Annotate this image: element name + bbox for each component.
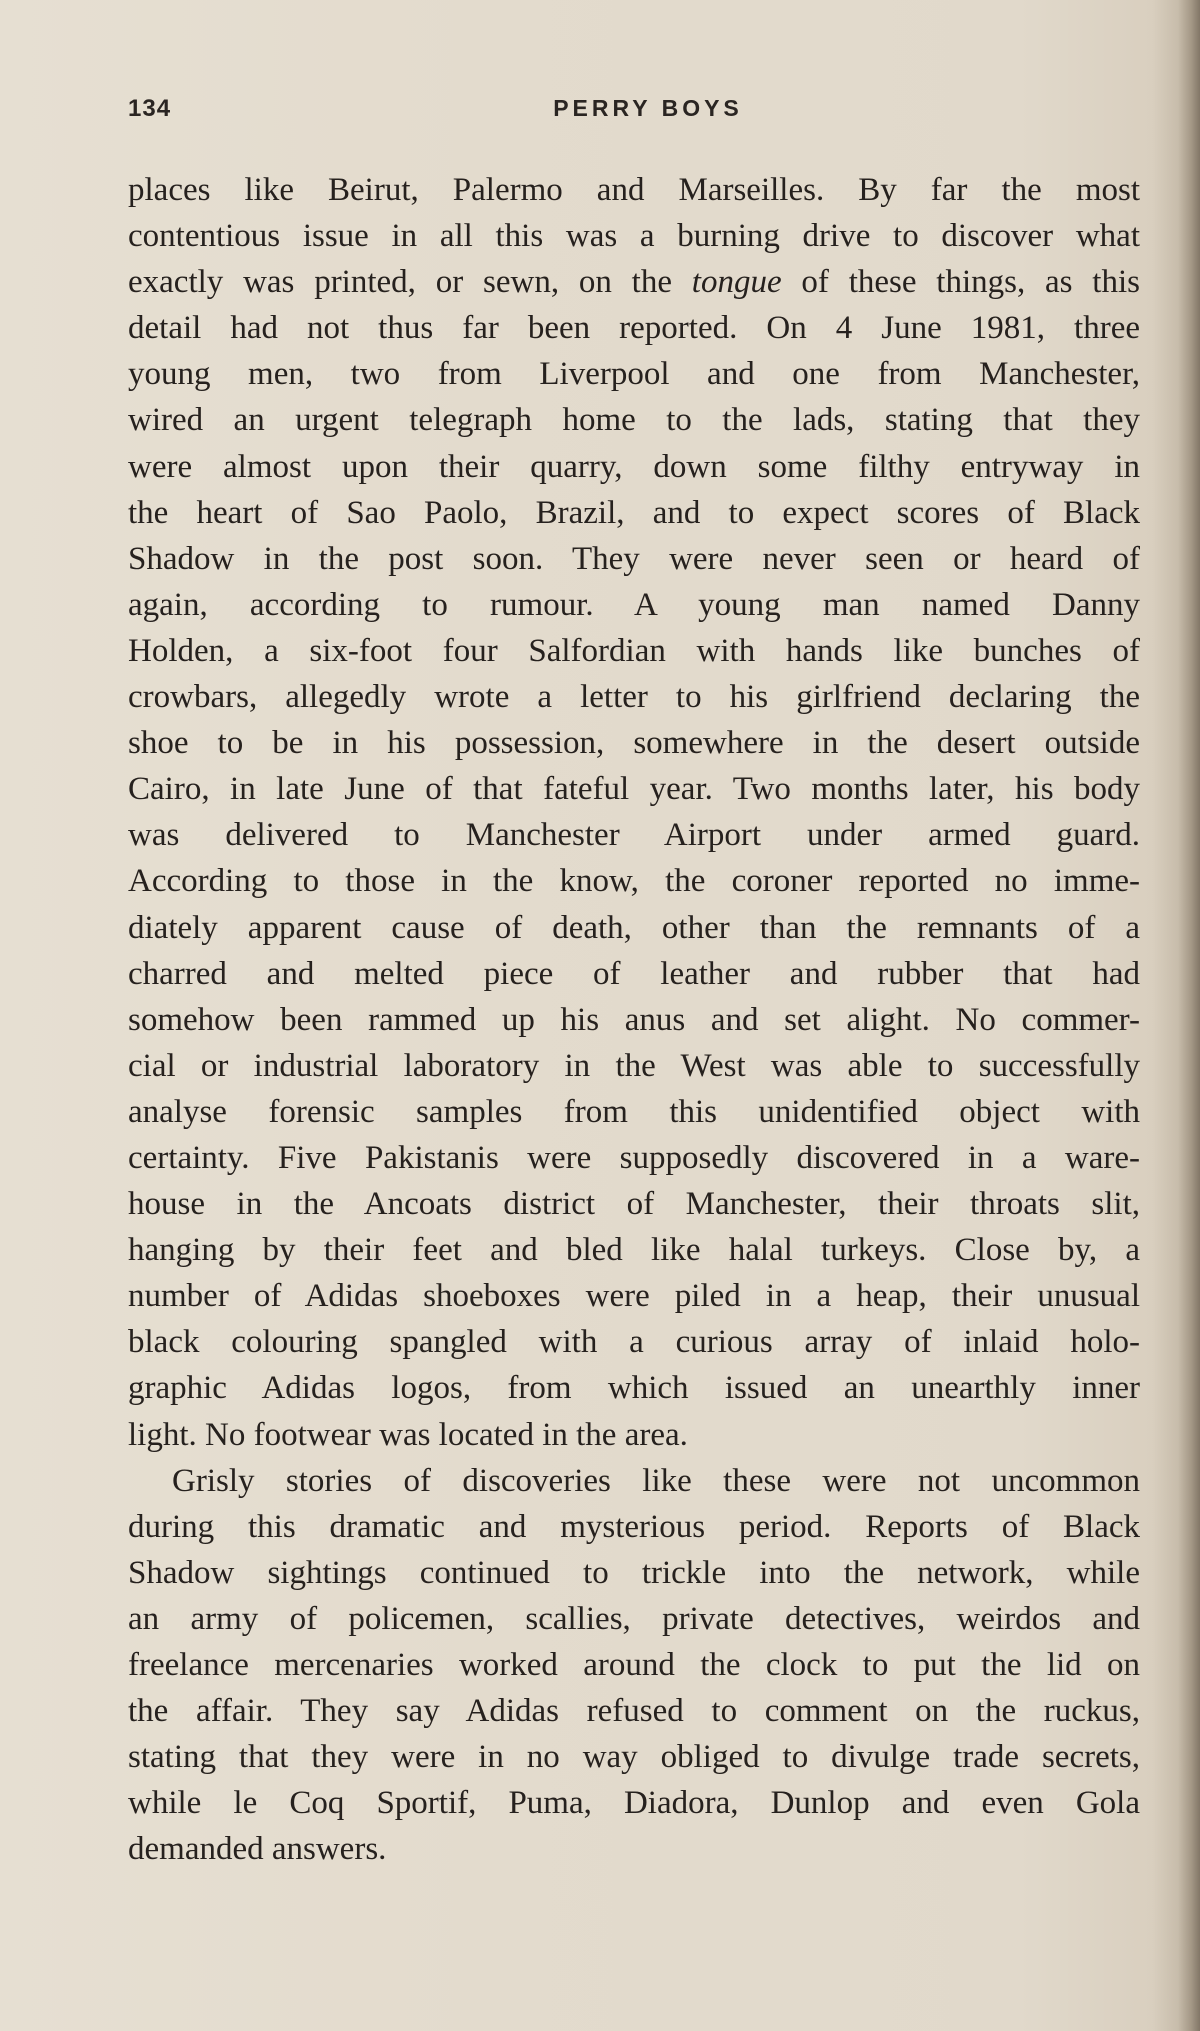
text-line: demanded answers. bbox=[128, 1831, 387, 1868]
text-line: According to those in the know, the coroner reported no imme- bbox=[128, 863, 1140, 900]
text-line: black colouring spangled with a curious array of inlaid holo- bbox=[128, 1324, 1140, 1361]
text-line: analyse forensic samples from this unidentified object with bbox=[128, 1093, 1140, 1130]
text-line: graphic Adidas logos, from which issued an unearthly inner bbox=[128, 1370, 1140, 1407]
text-line bbox=[128, 259, 1140, 305]
text-line: diately apparent cause of death, other than the remnants of a bbox=[128, 909, 1140, 946]
text-line: were almost upon their quarry, down some filthy entryway in bbox=[128, 448, 1140, 485]
running-head: PERRY BOYS bbox=[553, 95, 743, 121]
italic-word: tongue bbox=[691, 264, 782, 301]
text-line: Shadow in the post soon. They were never seen or heard of bbox=[128, 540, 1140, 577]
text-line: Shadow sightings continued to trickle into the network, while bbox=[128, 1554, 1140, 1591]
text-line: freelance mercenaries worked around the clock to put the lid on bbox=[128, 1647, 1140, 1683]
text-line: was delivered to Manchester Airport under armed guard. bbox=[128, 817, 1140, 854]
page-header bbox=[128, 95, 1140, 131]
text-line: house in the Ancoats district of Manchester, their throats slit, bbox=[128, 1186, 1140, 1223]
text-line: somehow been rammed up his anus and set alight. No commer- bbox=[128, 1001, 1140, 1038]
text-line: Grisly stories of discoveries like these were not uncommon bbox=[172, 1462, 1140, 1499]
text-line: young men, two from Liverpool and one from Manchester, bbox=[128, 356, 1140, 393]
text-line: the heart of Sao Paolo, Brazil, and to expect scores of Black bbox=[128, 494, 1140, 531]
text-line: certainty. Five Pakistanis were supposedly discovered in a ware- bbox=[128, 1139, 1140, 1176]
text-line: charred and melted piece of leather and rubber that had bbox=[128, 955, 1140, 992]
text-line: hanging by their feet and bled like halal turkeys. Close by, a bbox=[128, 1232, 1140, 1269]
text-line: contentious issue in all this was a burning drive to discover what bbox=[128, 218, 1140, 255]
page-gutter-shadow bbox=[1178, 0, 1200, 2031]
text-line: an army of policemen, scallies, private detectives, weirdos and bbox=[128, 1600, 1140, 1637]
paragraph-1 bbox=[128, 167, 1140, 1458]
text-line-end: of these things, as this bbox=[781, 264, 1140, 301]
body-text bbox=[128, 167, 1140, 1872]
text-line: during this dramatic and mysterious period. Reports of Black bbox=[128, 1508, 1140, 1545]
text-line: number of Adidas shoeboxes were piled in a heap, their unusual bbox=[128, 1278, 1140, 1315]
text-line: again, according to rumour. A young man named Danny bbox=[128, 586, 1140, 623]
paragraph-2 bbox=[128, 1458, 1140, 1873]
text-line: places like Beirut, Palermo and Marseilles. By far the most bbox=[128, 172, 1140, 208]
text-line: while le Coq Sportif, Puma, Diadora, Dunlop and even Gola bbox=[128, 1785, 1140, 1822]
text-line: stating that they were in no way obliged to divulge trade secrets, bbox=[128, 1739, 1140, 1776]
text-line: detail had not thus far been reported. On 4 June 1981, three bbox=[128, 310, 1140, 347]
text-line: cial or industrial laboratory in the West was able to successfully bbox=[128, 1047, 1140, 1084]
page-number: 134 bbox=[128, 95, 172, 122]
text-line: Holden, a six-foot four Salfordian with hands like bunches of bbox=[128, 632, 1140, 669]
text-line: wired an urgent telegraph home to the lads, stating that they bbox=[128, 402, 1140, 439]
text-line: the affair. They say Adidas refused to comment on the ruckus, bbox=[128, 1693, 1140, 1730]
text-line: crowbars, allegedly wrote a letter to his girlfriend declaring the bbox=[128, 679, 1140, 716]
text-line: light. No footwear was located in the area. bbox=[128, 1416, 688, 1453]
text-line-start: exactly was printed, or sewn, on the bbox=[128, 264, 692, 301]
text-line: Cairo, in late June of that fateful year. Two months later, his body bbox=[128, 771, 1140, 808]
text-line: shoe to be in his possession, somewhere in the desert outside bbox=[128, 725, 1140, 762]
